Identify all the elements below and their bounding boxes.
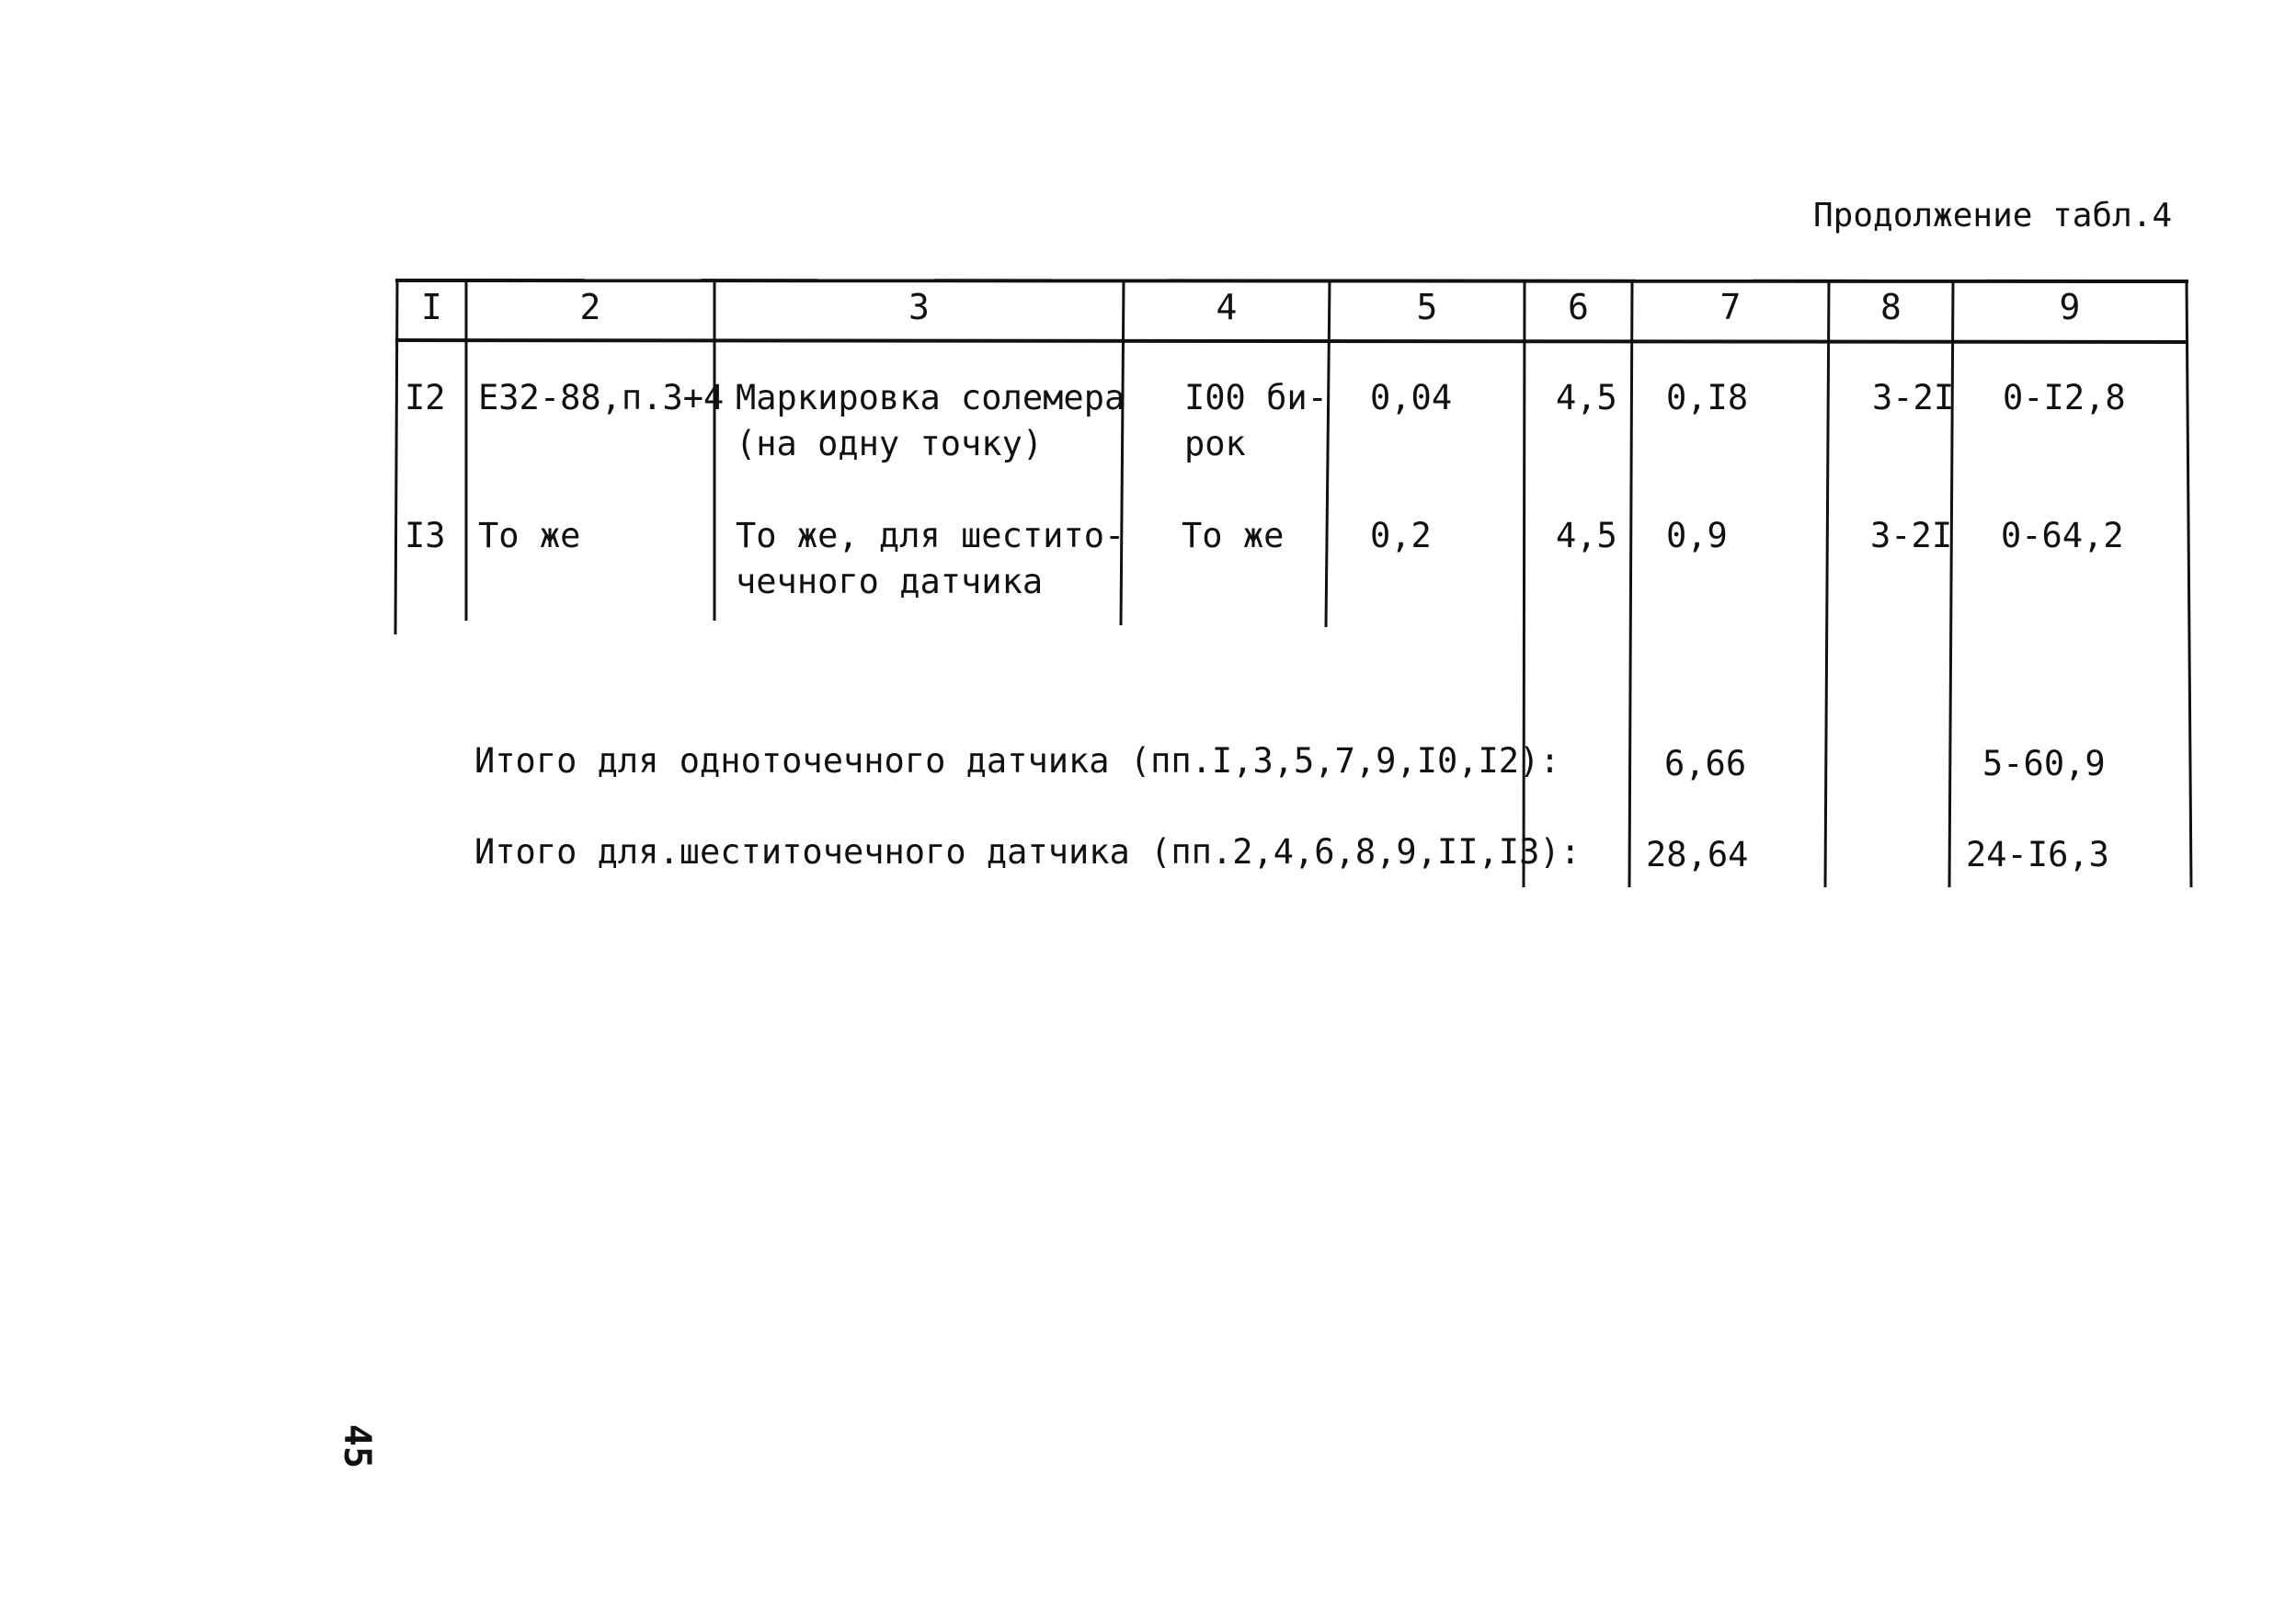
norm-reference: Е32-88,п.3+4	[478, 378, 725, 417]
table-caption: Продолжение табл.4	[1813, 197, 2173, 234]
col-7-value: 0,9	[1666, 516, 1728, 555]
total-col-9: 5-60,9	[1982, 744, 2106, 783]
work-description-line-1: То же, для шестито-	[736, 516, 1125, 555]
work-description-line-2: чечного датчика	[736, 562, 1044, 601]
row-number: I2	[405, 378, 446, 417]
col-8-value: 3-2I	[1872, 378, 1955, 417]
header-col-1: I	[421, 287, 442, 327]
unit-line-1: I00 би-	[1184, 378, 1328, 417]
col-5-value: 0,04	[1370, 378, 1453, 417]
header-col-6: 6	[1568, 287, 1589, 327]
header-col-7: 7	[1719, 287, 1742, 327]
col-7-value: 0,I8	[1666, 378, 1749, 417]
unit-line-1: То же	[1182, 516, 1285, 555]
header-col-2: 2	[579, 287, 601, 327]
header-col-8: 8	[1880, 287, 1902, 327]
col-9-value: 0-64,2	[2001, 516, 2124, 555]
page-number: 45	[336, 1423, 379, 1469]
col-8-value: 3-2I	[1870, 516, 1953, 555]
norm-reference: То же	[478, 516, 581, 555]
col-6-value: 4,5	[1556, 516, 1617, 555]
work-description-line-1: Маркировка солемера	[736, 378, 1125, 417]
header-col-5: 5	[1416, 287, 1438, 327]
total-col-9: 24-I6,3	[1966, 835, 2109, 874]
unit-line-2: рок	[1184, 424, 1246, 463]
col-5-value: 0,2	[1370, 516, 1432, 555]
total-col-7: 6,66	[1664, 744, 1747, 783]
row-number: I3	[405, 516, 446, 555]
header-col-9: 9	[2059, 287, 2081, 327]
col-6-value: 4,5	[1556, 378, 1617, 417]
total-col-7: 28,64	[1646, 835, 1749, 874]
total-label: Итого для одноточечного датчика (пп.I,3,5,7,9,I0,I2):	[474, 741, 1560, 781]
col-9-value: 0-I2,8	[2003, 378, 2126, 417]
total-label: Итого для.шеститочечного датчика (пп.2,4,6,8,9,II,I3):	[474, 832, 1581, 872]
header-col-4: 4	[1216, 287, 1238, 327]
header-col-3: 3	[908, 287, 930, 327]
work-description-line-2: (на одну точку)	[736, 424, 1044, 463]
